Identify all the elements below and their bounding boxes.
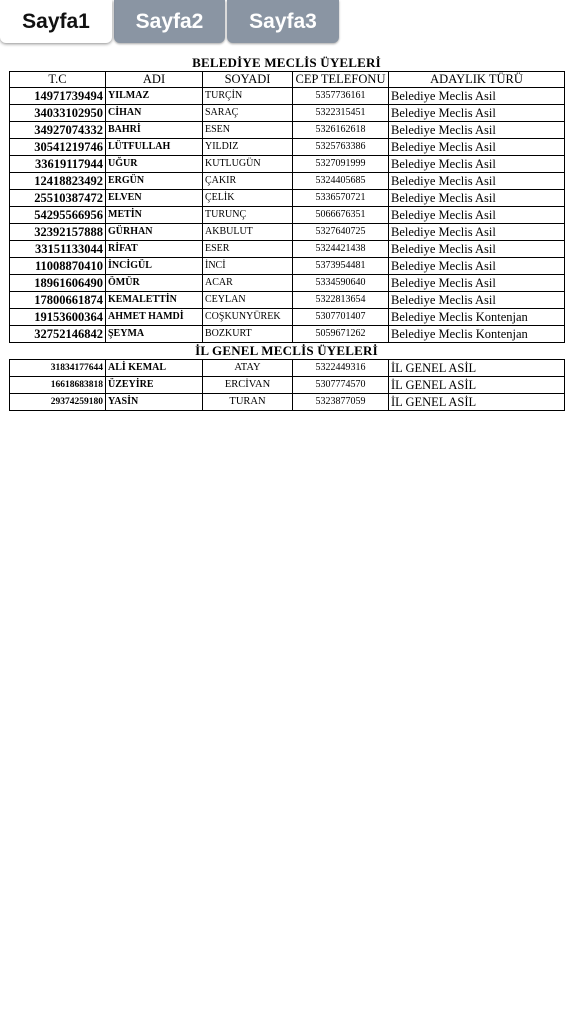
header-tc[interactable]: T.C: [10, 72, 106, 88]
cell-cep-telefonu[interactable]: 5357736161: [293, 88, 389, 105]
cell-adi[interactable]: ERGÜN: [106, 173, 203, 190]
cell-adi[interactable]: ŞEYMA: [106, 326, 203, 343]
table-row: [10, 156, 565, 173]
table-row: [10, 139, 565, 156]
cell-tc[interactable]: 19153600364: [10, 309, 106, 326]
table-row: [10, 88, 565, 105]
table-row: [10, 360, 565, 377]
table-row: [10, 207, 565, 224]
cell-adaylik-turu[interactable]: Belediye Meclis Asil: [389, 275, 565, 292]
cell-adi[interactable]: CİHAN: [106, 105, 203, 122]
cell-adaylik-turu[interactable]: Belediye Meclis Kontenjan: [389, 326, 565, 343]
cell-soyadi[interactable]: İNCİ: [203, 258, 293, 275]
cell-adaylik-turu[interactable]: İL GENEL ASİL: [389, 377, 565, 394]
cell-adaylik-turu[interactable]: Belediye Meclis Asil: [389, 122, 565, 139]
cell-adi[interactable]: ELVEN: [106, 190, 203, 207]
sheet-tab-bar: [0, 0, 576, 46]
cell-soyadi[interactable]: ATAY: [203, 360, 293, 377]
cell-tc[interactable]: 34033102950: [10, 105, 106, 122]
table-row: [10, 377, 565, 394]
table-row: [10, 241, 565, 258]
cell-tc[interactable]: 12418823492: [10, 173, 106, 190]
cell-tc[interactable]: 30541219746: [10, 139, 106, 156]
table-row: [10, 309, 565, 326]
cell-adaylik-turu[interactable]: Belediye Meclis Asil: [389, 241, 565, 258]
cell-soyadi[interactable]: ESER: [203, 241, 293, 258]
cell-adi[interactable]: RİFAT: [106, 241, 203, 258]
cell-adi[interactable]: ÜZEYİRE: [106, 377, 203, 394]
cell-cep-telefonu[interactable]: 5334590640: [293, 275, 389, 292]
cell-tc[interactable]: 29374259180: [10, 394, 106, 411]
table-row: [10, 122, 565, 139]
table-row: [10, 105, 565, 122]
cell-adi[interactable]: ÖMÜR: [106, 275, 203, 292]
cell-tc[interactable]: 54295566956: [10, 207, 106, 224]
cell-adaylik-turu[interactable]: Belediye Meclis Asil: [389, 224, 565, 241]
cell-adaylik-turu[interactable]: Belediye Meclis Asil: [389, 139, 565, 156]
table-row: [10, 190, 565, 207]
cell-adaylik-turu[interactable]: Belediye Meclis Asil: [389, 292, 565, 309]
table-row: [10, 224, 565, 241]
cell-cep-telefonu[interactable]: 5327091999: [293, 156, 389, 173]
cell-adaylik-turu[interactable]: Belediye Meclis Asil: [389, 258, 565, 275]
tab-sayfa1[interactable]: Sayfa1: [0, 0, 112, 43]
cell-tc[interactable]: 11008870410: [10, 258, 106, 275]
table-row: [10, 258, 565, 275]
cell-cep-telefonu[interactable]: 5327640725: [293, 224, 389, 241]
cell-soyadi[interactable]: TURAN: [203, 394, 293, 411]
cell-soyadi[interactable]: KUTLUGÜN: [203, 156, 293, 173]
il-genel-title: İL GENEL MECLİS ÜYELERİ: [195, 343, 378, 358]
cell-cep-telefonu[interactable]: 5322449316: [293, 360, 389, 377]
header-row: [10, 72, 565, 88]
cell-soyadi[interactable]: BOZKURT: [203, 326, 293, 343]
table-row: [10, 173, 565, 190]
belediye-table: [9, 71, 565, 343]
cell-tc[interactable]: 34927074332: [10, 122, 106, 139]
cell-adaylik-turu[interactable]: Belediye Meclis Asil: [389, 105, 565, 122]
cell-adi[interactable]: YILMAZ: [106, 88, 203, 105]
cell-adi[interactable]: YASİN: [106, 394, 203, 411]
cell-adaylik-turu[interactable]: Belediye Meclis Kontenjan: [389, 309, 565, 326]
belediye-title: BELEDİYE MECLİS ÜYELERİ: [192, 55, 381, 70]
header-soyadi[interactable]: SOYADI: [203, 72, 293, 88]
cell-cep-telefonu[interactable]: 5326162618: [293, 122, 389, 139]
cell-cep-telefonu[interactable]: 5322315451: [293, 105, 389, 122]
cell-soyadi[interactable]: ERCİVAN: [203, 377, 293, 394]
cell-soyadi[interactable]: ÇAKIR: [203, 173, 293, 190]
cell-adaylik-turu[interactable]: İL GENEL ASİL: [389, 360, 565, 377]
cell-adi[interactable]: AHMET HAMDİ: [106, 309, 203, 326]
table-row: [10, 326, 565, 343]
cell-tc[interactable]: 14971739494: [10, 88, 106, 105]
table-row: [10, 292, 565, 309]
tab-sayfa2[interactable]: Sayfa2: [114, 0, 225, 43]
cell-adi[interactable]: KEMALETTİN: [106, 292, 203, 309]
cell-adi[interactable]: LÜTFULLAH: [106, 139, 203, 156]
cell-cep-telefonu[interactable]: 5322813654: [293, 292, 389, 309]
cell-adi[interactable]: UĞUR: [106, 156, 203, 173]
cell-tc[interactable]: 25510387472: [10, 190, 106, 207]
table-row: [10, 394, 565, 411]
spreadsheet: [9, 54, 564, 411]
cell-tc[interactable]: 31834177644: [10, 360, 106, 377]
cell-cep-telefonu[interactable]: 5066676351: [293, 207, 389, 224]
cell-tc[interactable]: 18961606490: [10, 275, 106, 292]
cell-cep-telefonu[interactable]: 5324421438: [293, 241, 389, 258]
cell-adaylik-turu[interactable]: Belediye Meclis Asil: [389, 190, 565, 207]
cell-soyadi[interactable]: ÇELİK: [203, 190, 293, 207]
header-adaylik-turu[interactable]: ADAYLIK TÜRÜ: [389, 72, 565, 88]
header-cep-telefonu[interactable]: CEP TELEFONU: [293, 72, 389, 88]
cell-soyadi[interactable]: TURÇİN: [203, 88, 293, 105]
cell-cep-telefonu[interactable]: 5307701407: [293, 309, 389, 326]
cell-tc[interactable]: 32752146842: [10, 326, 106, 343]
cell-adaylik-turu[interactable]: İL GENEL ASİL: [389, 394, 565, 411]
cell-adaylik-turu[interactable]: Belediye Meclis Asil: [389, 156, 565, 173]
cell-cep-telefonu[interactable]: 5323877059: [293, 394, 389, 411]
cell-adi[interactable]: BAHRİ: [106, 122, 203, 139]
table-row: [10, 275, 565, 292]
cell-cep-telefonu[interactable]: 5336570721: [293, 190, 389, 207]
cell-soyadi[interactable]: ESEN: [203, 122, 293, 139]
cell-soyadi[interactable]: YILDIZ: [203, 139, 293, 156]
cell-adaylik-turu[interactable]: Belediye Meclis Asil: [389, 173, 565, 190]
cell-adi[interactable]: METİN: [106, 207, 203, 224]
cell-soyadi[interactable]: COŞKUNYÜREK: [203, 309, 293, 326]
cell-tc[interactable]: 17800661874: [10, 292, 106, 309]
cell-cep-telefonu[interactable]: 5307774570: [293, 377, 389, 394]
cell-cep-telefonu[interactable]: 5324405685: [293, 173, 389, 190]
cell-soyadi[interactable]: SARAÇ: [203, 105, 293, 122]
cell-soyadi[interactable]: CEYLAN: [203, 292, 293, 309]
cell-soyadi[interactable]: TURUNÇ: [203, 207, 293, 224]
cell-tc[interactable]: 33151133044: [10, 241, 106, 258]
cell-cep-telefonu[interactable]: 5325763386: [293, 139, 389, 156]
header-adi[interactable]: ADI: [106, 72, 203, 88]
cell-tc[interactable]: 33619117944: [10, 156, 106, 173]
cell-tc[interactable]: 16618683818: [10, 377, 106, 394]
cell-tc[interactable]: 32392157888: [10, 224, 106, 241]
cell-adi[interactable]: ALİ KEMAL: [106, 360, 203, 377]
cell-soyadi[interactable]: AKBULUT: [203, 224, 293, 241]
cell-adaylik-turu[interactable]: Belediye Meclis Asil: [389, 88, 565, 105]
cell-soyadi[interactable]: ACAR: [203, 275, 293, 292]
cell-cep-telefonu[interactable]: 5059671262: [293, 326, 389, 343]
cell-adi[interactable]: İNCİGÜL: [106, 258, 203, 275]
tab-sayfa3[interactable]: Sayfa3: [227, 0, 339, 43]
cell-adaylik-turu[interactable]: Belediye Meclis Asil: [389, 207, 565, 224]
il-genel-table: [9, 359, 565, 411]
cell-cep-telefonu[interactable]: 5373954481: [293, 258, 389, 275]
cell-adi[interactable]: GÜRHAN: [106, 224, 203, 241]
